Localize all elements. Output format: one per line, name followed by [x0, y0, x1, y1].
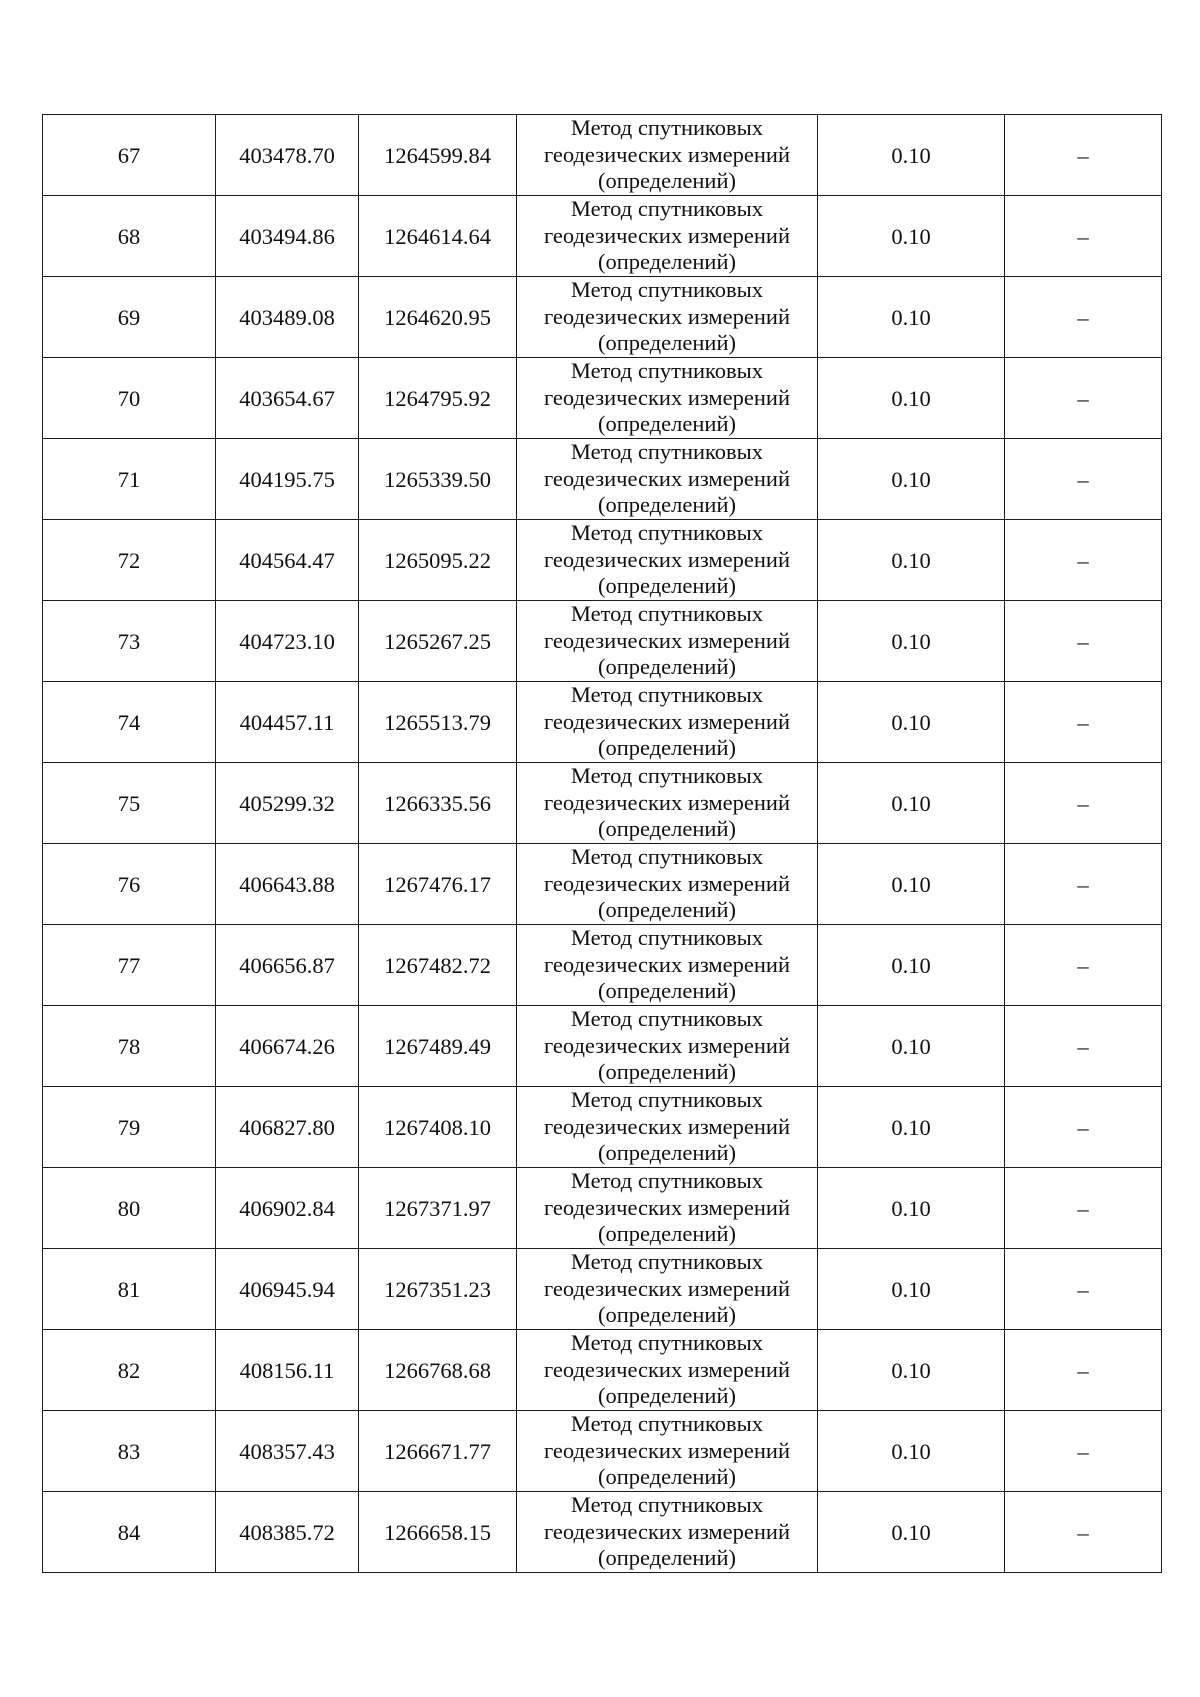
coordinate-y-cell: 1266768.68: [359, 1330, 517, 1411]
method-cell: Метод спутниковых геодезических измерений (определений): [517, 1006, 818, 1087]
coordinate-x-cell: 406902.84: [216, 1168, 359, 1249]
table-row: [43, 1411, 1162, 1492]
coordinate-x-cell: 404564.47: [216, 520, 359, 601]
note-cell: –: [1005, 1168, 1162, 1249]
point-number-cell: 68: [43, 196, 216, 277]
method-cell: Метод спутниковых геодезических измерений (определений): [517, 1168, 818, 1249]
method-cell: Метод спутниковых геодезических измерений (определений): [517, 1411, 818, 1492]
method-cell: Метод спутниковых геодезических измерений (определений): [517, 1249, 818, 1330]
point-number-cell: 83: [43, 1411, 216, 1492]
coordinate-x-cell: 404195.75: [216, 439, 359, 520]
point-number-cell: 69: [43, 277, 216, 358]
table-row: [43, 925, 1162, 1006]
coordinate-x-cell: 408385.72: [216, 1492, 359, 1573]
accuracy-cell: 0.10: [818, 844, 1005, 925]
table-row: [43, 520, 1162, 601]
coordinate-x-cell: 406643.88: [216, 844, 359, 925]
method-cell: Метод спутниковых геодезических измерений (определений): [517, 1492, 818, 1573]
coordinate-y-cell: 1265095.22: [359, 520, 517, 601]
method-cell: Метод спутниковых геодезических измерений (определений): [517, 925, 818, 1006]
accuracy-cell: 0.10: [818, 520, 1005, 601]
coordinate-x-cell: 403654.67: [216, 358, 359, 439]
method-cell: Метод спутниковых геодезических измерений (определений): [517, 844, 818, 925]
point-number-cell: 71: [43, 439, 216, 520]
table-row: [43, 601, 1162, 682]
table-row: [43, 1168, 1162, 1249]
accuracy-cell: 0.10: [818, 196, 1005, 277]
table-row: [43, 1087, 1162, 1168]
table-row: [43, 682, 1162, 763]
point-number-cell: 73: [43, 601, 216, 682]
coordinate-y-cell: 1267351.23: [359, 1249, 517, 1330]
note-cell: –: [1005, 1249, 1162, 1330]
coordinate-x-cell: 408357.43: [216, 1411, 359, 1492]
table-row: [43, 277, 1162, 358]
coordinates-table-body: [43, 115, 1162, 1573]
coordinate-y-cell: 1267371.97: [359, 1168, 517, 1249]
note-cell: –: [1005, 1006, 1162, 1087]
note-cell: –: [1005, 763, 1162, 844]
note-cell: –: [1005, 844, 1162, 925]
note-cell: –: [1005, 1411, 1162, 1492]
coordinate-x-cell: 406945.94: [216, 1249, 359, 1330]
coordinate-y-cell: 1266335.56: [359, 763, 517, 844]
coordinate-x-cell: 404723.10: [216, 601, 359, 682]
note-cell: –: [1005, 1087, 1162, 1168]
point-number-cell: 80: [43, 1168, 216, 1249]
coordinate-y-cell: 1267482.72: [359, 925, 517, 1006]
coordinate-y-cell: 1265339.50: [359, 439, 517, 520]
note-cell: –: [1005, 925, 1162, 1006]
coordinate-y-cell: 1264614.64: [359, 196, 517, 277]
method-cell: Метод спутниковых геодезических измерений (определений): [517, 763, 818, 844]
table-row: [43, 196, 1162, 277]
method-cell: Метод спутниковых геодезических измерений (определений): [517, 115, 818, 196]
coordinate-y-cell: 1265513.79: [359, 682, 517, 763]
note-cell: –: [1005, 682, 1162, 763]
table-row: [43, 1330, 1162, 1411]
coordinate-y-cell: 1267489.49: [359, 1006, 517, 1087]
coordinate-x-cell: 403478.70: [216, 115, 359, 196]
method-cell: Метод спутниковых геодезических измерений (определений): [517, 601, 818, 682]
accuracy-cell: 0.10: [818, 277, 1005, 358]
accuracy-cell: 0.10: [818, 763, 1005, 844]
table-row: [43, 1492, 1162, 1573]
point-number-cell: 79: [43, 1087, 216, 1168]
coordinate-y-cell: 1264795.92: [359, 358, 517, 439]
note-cell: –: [1005, 358, 1162, 439]
point-number-cell: 78: [43, 1006, 216, 1087]
note-cell: –: [1005, 520, 1162, 601]
coordinate-x-cell: 403489.08: [216, 277, 359, 358]
accuracy-cell: 0.10: [818, 1492, 1005, 1573]
accuracy-cell: 0.10: [818, 1249, 1005, 1330]
coordinate-x-cell: 406827.80: [216, 1087, 359, 1168]
table-row: [43, 358, 1162, 439]
note-cell: –: [1005, 196, 1162, 277]
note-cell: –: [1005, 601, 1162, 682]
coordinate-y-cell: 1264599.84: [359, 115, 517, 196]
coordinate-x-cell: 406656.87: [216, 925, 359, 1006]
coordinates-table: [42, 114, 1162, 1573]
coordinate-x-cell: 405299.32: [216, 763, 359, 844]
accuracy-cell: 0.10: [818, 1330, 1005, 1411]
note-cell: –: [1005, 1492, 1162, 1573]
point-number-cell: 74: [43, 682, 216, 763]
coordinate-y-cell: 1267476.17: [359, 844, 517, 925]
method-cell: Метод спутниковых геодезических измерений (определений): [517, 277, 818, 358]
accuracy-cell: 0.10: [818, 925, 1005, 1006]
accuracy-cell: 0.10: [818, 1087, 1005, 1168]
point-number-cell: 75: [43, 763, 216, 844]
point-number-cell: 67: [43, 115, 216, 196]
point-number-cell: 70: [43, 358, 216, 439]
method-cell: Метод спутниковых геодезических измерений (определений): [517, 196, 818, 277]
method-cell: Метод спутниковых геодезических измерений (определений): [517, 1087, 818, 1168]
table-row: [43, 763, 1162, 844]
point-number-cell: 76: [43, 844, 216, 925]
accuracy-cell: 0.10: [818, 1006, 1005, 1087]
table-row: [43, 1249, 1162, 1330]
method-cell: Метод спутниковых геодезических измерений (определений): [517, 1330, 818, 1411]
table-row: [43, 1006, 1162, 1087]
accuracy-cell: 0.10: [818, 358, 1005, 439]
coordinate-y-cell: 1264620.95: [359, 277, 517, 358]
coordinate-x-cell: 403494.86: [216, 196, 359, 277]
method-cell: Метод спутниковых геодезических измерений (определений): [517, 439, 818, 520]
coordinate-x-cell: 404457.11: [216, 682, 359, 763]
table-row: [43, 844, 1162, 925]
point-number-cell: 82: [43, 1330, 216, 1411]
note-cell: –: [1005, 439, 1162, 520]
method-cell: Метод спутниковых геодезических измерений (определений): [517, 682, 818, 763]
note-cell: –: [1005, 115, 1162, 196]
accuracy-cell: 0.10: [818, 115, 1005, 196]
coordinate-y-cell: 1265267.25: [359, 601, 517, 682]
coordinate-y-cell: 1266671.77: [359, 1411, 517, 1492]
method-cell: Метод спутниковых геодезических измерений (определений): [517, 520, 818, 601]
coordinate-x-cell: 406674.26: [216, 1006, 359, 1087]
coordinate-y-cell: 1266658.15: [359, 1492, 517, 1573]
point-number-cell: 77: [43, 925, 216, 1006]
method-cell: Метод спутниковых геодезических измерений (определений): [517, 358, 818, 439]
accuracy-cell: 0.10: [818, 1168, 1005, 1249]
table-row: [43, 439, 1162, 520]
note-cell: –: [1005, 277, 1162, 358]
coordinate-x-cell: 408156.11: [216, 1330, 359, 1411]
accuracy-cell: 0.10: [818, 682, 1005, 763]
point-number-cell: 81: [43, 1249, 216, 1330]
accuracy-cell: 0.10: [818, 601, 1005, 682]
accuracy-cell: 0.10: [818, 1411, 1005, 1492]
point-number-cell: 72: [43, 520, 216, 601]
table-row: [43, 115, 1162, 196]
point-number-cell: 84: [43, 1492, 216, 1573]
coordinate-y-cell: 1267408.10: [359, 1087, 517, 1168]
note-cell: –: [1005, 1330, 1162, 1411]
accuracy-cell: 0.10: [818, 439, 1005, 520]
